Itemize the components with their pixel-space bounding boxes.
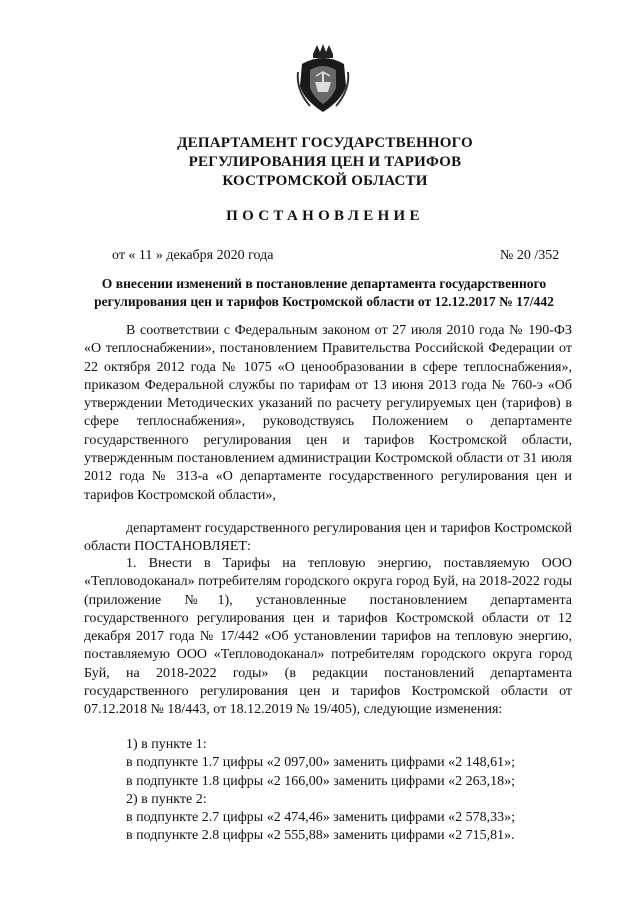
org-name-line-1: ДЕПАРТАМЕНТ ГОСУДАРСТВЕННОГО	[177, 135, 473, 151]
org-name-line-3: КОСТРОМСКОЙ ОБЛАСТИ	[222, 173, 428, 189]
intro-paragraph: В соответствии с Федеральным законом от 27 июля 2010 года № 190-ФЗ «О теплоснабжении», постановлением Правительства Российской Федерации от 22 октября 2012 года № 1075 «О ценообразовании в сфере теплоснабжения», приказом Федеральной службы по тарифам от 13 июня 2013 года № 760-э «Об утверждении Методических указаний по расчету регулируемых цен (тарифов) в сфере теплоснабжения», руководствуясь Положением о департаменте государственного регулирования цен и тарифов Костромской области, утвержденным постановлением администрации Костромской области от 31 июля 2012 года № 313-а «О департаменте государственного регулирования цен и тарифов Костромской области»,	[84, 323, 572, 503]
item-1-paragraph: 1. Внести в Тарифы на тепловую энергию, поставляемую ООО «Тепловодоканал» потребителям городского округа город Буй, на 2018-2022 годы (приложение №1), установленные постановлением департамента государственного регулирования цен и тарифов Костромской области от 12 декабря 2017 года № 17/442 «Об установлении тарифов на тепловую энергию, поставляемую ООО «Тепловодоканал» потребителям городского округа город Буй, на 2018-2022 годы» (в редакции постановлений департамента государственного регулирования цен и тарифов Костромской области от 07.12.2018 № 18/443, от 18.12.2019 № 19/405), следующие изменения:	[84, 556, 572, 718]
document-type: ПОСТАНОВЛЕНИЕ	[226, 208, 424, 224]
change-point-1-1: в подпункте 1.7 цифры «2 097,00» заменить цифрами «2 148,61»;	[126, 755, 516, 771]
decree-paragraph: департамент государственного регулирования цен и тарифов Костромской области ПОСТАНОВЛЯЕТ:	[84, 521, 572, 555]
item-1-paragraph-block	[84, 555, 572, 720]
org-name-line-2: РЕГУЛИРОВАНИЯ ЦЕН И ТАРИФОВ	[188, 154, 462, 170]
coat-of-arms-emblem	[296, 42, 350, 116]
changes-list	[84, 736, 572, 846]
change-point-1: 1) в пункте 1:	[126, 737, 207, 752]
document-date: от « 11 » декабря 2020 года	[112, 248, 274, 263]
change-point-2: 2) в пункте 2:	[126, 791, 207, 807]
change-point-2-1: в подпункте 2.7 цифры «2 474,46» заменить цифрами «2 578,33»;	[126, 810, 516, 826]
change-point-1-2: в подпункте 1.8 цифры «2 166,00» заменить цифрами «2 263,18»;	[126, 773, 516, 789]
document-number: № 20 /352	[500, 248, 560, 263]
document-heading-line-2: регулирования цен и тарифов Костромской области от 12.12.2017 № 17/442	[94, 294, 554, 309]
decree-paragraph-block	[84, 520, 572, 557]
change-point-2-2: в подпункте 2.8 цифры «2 555,88» заменить цифрами «2 715,81».	[126, 828, 515, 844]
document-heading-line-1: О внесении изменений в постановление департамента государственного	[101, 276, 547, 291]
intro-paragraph-block	[84, 322, 572, 505]
